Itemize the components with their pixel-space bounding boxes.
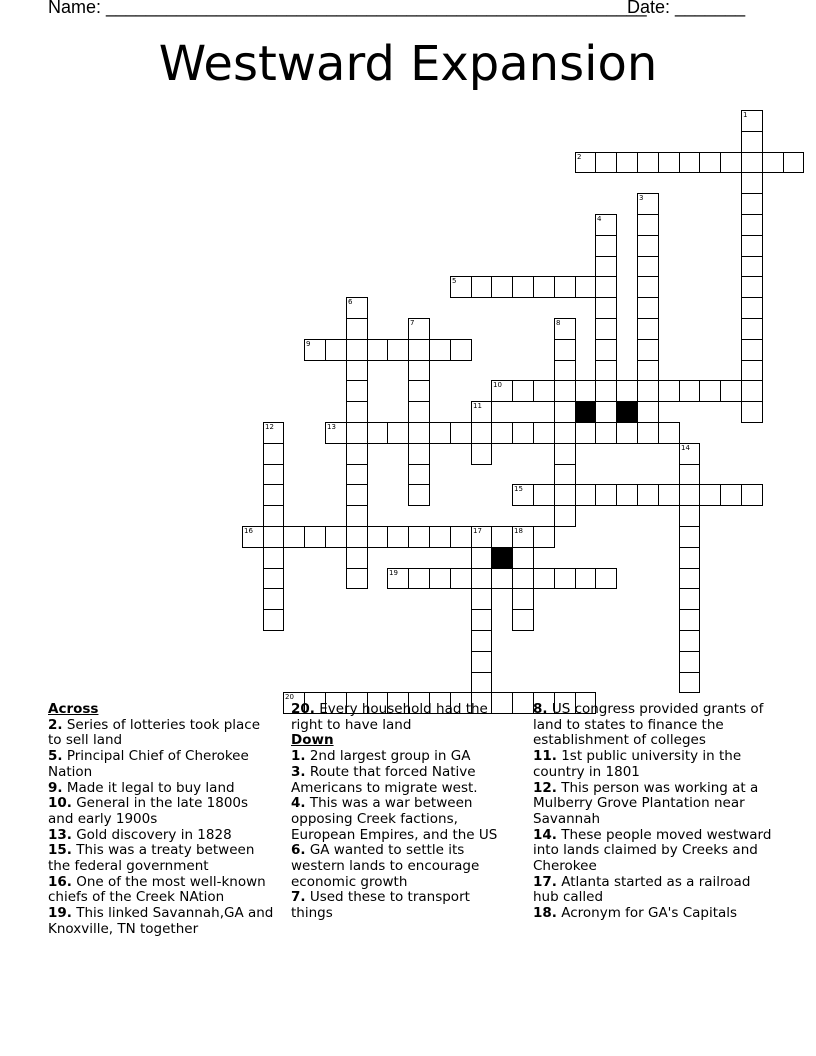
grid-cell[interactable] xyxy=(616,152,638,173)
grid-cell[interactable] xyxy=(595,152,617,173)
grid-cell[interactable] xyxy=(741,256,763,277)
grid-cell[interactable] xyxy=(429,422,451,444)
grid-cell[interactable] xyxy=(741,131,763,153)
grid-cell[interactable] xyxy=(408,339,430,361)
clue-text: Acronym for GA's Capitals xyxy=(556,905,738,922)
grid-cell[interactable] xyxy=(699,152,721,173)
grid-cell[interactable] xyxy=(679,443,700,465)
grid-cell[interactable] xyxy=(512,484,534,506)
cell-number: 14 xyxy=(681,444,690,452)
clue-number: 6. xyxy=(291,842,306,859)
across-clue xyxy=(48,843,276,874)
grid-cell[interactable] xyxy=(408,401,430,423)
grid-cell[interactable] xyxy=(491,568,513,589)
grid-cell[interactable] xyxy=(741,152,763,173)
clue-number: 15. xyxy=(48,842,72,859)
down-clue xyxy=(533,828,773,875)
clue-text: This was a war between opposing Creek factions, European Empires, and the US xyxy=(291,795,498,843)
grid-cell[interactable] xyxy=(408,526,430,548)
grid-cell[interactable] xyxy=(408,380,430,402)
grid-cell[interactable] xyxy=(533,380,555,402)
across-clue-list xyxy=(48,718,276,938)
clue-number: 5. xyxy=(48,748,63,765)
grid-cell[interactable] xyxy=(367,422,388,444)
grid-cell[interactable] xyxy=(471,630,492,652)
grid-cell[interactable] xyxy=(450,422,472,444)
grid-cell[interactable] xyxy=(554,422,576,444)
down-clue xyxy=(291,765,513,796)
clue-text: One of the most well-known chiefs of the Creek NAtion xyxy=(48,873,266,906)
grid-cell[interactable] xyxy=(741,214,763,236)
across-clue xyxy=(48,906,276,937)
grid-cell[interactable] xyxy=(658,380,680,402)
across-clue xyxy=(48,781,276,797)
clue-text: These people moved westward into lands claimed by Creeks and Cherokee xyxy=(533,826,772,875)
grid-cell[interactable] xyxy=(679,464,700,485)
grid-cell[interactable] xyxy=(471,568,492,589)
clue-number: 14. xyxy=(533,826,557,843)
grid-cell[interactable] xyxy=(325,422,347,444)
cell-number: 7 xyxy=(410,319,415,327)
grid-cell[interactable] xyxy=(741,172,763,194)
grid-cell[interactable] xyxy=(741,193,763,215)
grid-cell[interactable] xyxy=(450,526,472,548)
grid-cell[interactable] xyxy=(346,380,368,402)
clue-text: This was a treaty between the federal government xyxy=(48,842,255,875)
grid-cell[interactable] xyxy=(450,339,472,361)
grid-cell[interactable] xyxy=(616,422,638,444)
grid-cell[interactable] xyxy=(658,484,680,506)
clue-text: General in the late 1800s and early 1900s xyxy=(48,795,249,827)
grid-cell[interactable] xyxy=(595,318,617,340)
grid-cell[interactable] xyxy=(637,401,659,423)
grid-cell[interactable] xyxy=(429,339,451,361)
down-clue xyxy=(291,890,513,921)
grid-cell[interactable] xyxy=(554,464,576,485)
grid-cell[interactable] xyxy=(512,568,534,589)
grid-cell[interactable] xyxy=(263,443,284,465)
grid-cell[interactable] xyxy=(346,443,368,465)
grid-cell[interactable] xyxy=(741,235,763,257)
grid-cell[interactable] xyxy=(346,505,368,527)
grid-cell[interactable] xyxy=(575,568,596,589)
grid-cell[interactable] xyxy=(637,339,659,361)
grid-cell[interactable] xyxy=(575,380,596,402)
grid-cell[interactable] xyxy=(595,256,617,277)
grid-cell[interactable] xyxy=(741,360,763,381)
clue-number: 4. xyxy=(291,795,306,812)
grid-cell[interactable] xyxy=(679,380,700,402)
grid-cell[interactable] xyxy=(637,276,659,298)
grid-cell[interactable] xyxy=(595,380,617,402)
grid-cell[interactable] xyxy=(533,276,555,298)
clue-number: 3. xyxy=(291,763,306,780)
grid-cell[interactable] xyxy=(595,235,617,257)
grid-cell[interactable] xyxy=(595,360,617,381)
grid-cell[interactable] xyxy=(720,380,742,402)
clue-number: 9. xyxy=(48,779,63,796)
clue-text: 2nd largest group in GA xyxy=(305,748,471,765)
clue-text: Every household had the right to have land xyxy=(291,701,488,733)
down-clue xyxy=(291,749,513,765)
date-line[interactable]: Date: _______ xyxy=(627,0,746,17)
grid-cell[interactable] xyxy=(637,214,659,236)
cell-number: 2 xyxy=(577,153,582,161)
grid-cell[interactable] xyxy=(533,526,555,548)
cell-number: 6 xyxy=(348,298,353,306)
cell-number: 13 xyxy=(327,423,336,431)
grid-cell[interactable] xyxy=(471,588,492,610)
grid-cell[interactable] xyxy=(471,443,492,465)
grid-cell[interactable] xyxy=(679,152,700,173)
grid-cell[interactable] xyxy=(387,339,409,361)
grid-cell[interactable] xyxy=(637,152,659,173)
grid-cell[interactable] xyxy=(679,505,700,527)
grid-cell[interactable] xyxy=(575,422,596,444)
grid-cell[interactable] xyxy=(304,526,326,548)
grid-cell[interactable] xyxy=(325,526,347,548)
page-title: Westward Expansion xyxy=(158,36,658,92)
clue-number: 2. xyxy=(48,716,63,733)
cell-number: 15 xyxy=(514,485,523,493)
grid-cell[interactable] xyxy=(595,422,617,444)
down-clue-list xyxy=(291,749,513,922)
grid-cell[interactable] xyxy=(491,422,513,444)
cell-number: 18 xyxy=(514,527,523,535)
grid-cell[interactable] xyxy=(346,484,368,506)
clue-text: Used these to transport things xyxy=(291,889,470,922)
clue-number: 20. xyxy=(291,701,315,717)
clue-text: Principal Chief of Cherokee Nation xyxy=(48,748,249,780)
grid-cell[interactable] xyxy=(346,297,368,319)
grid-cell[interactable] xyxy=(595,297,617,319)
clue-text: Atlanta started as a railroad hub called xyxy=(533,873,751,906)
grid-cell[interactable] xyxy=(429,526,451,548)
grid-cell[interactable] xyxy=(471,651,492,673)
grid-cell[interactable] xyxy=(595,568,617,589)
clues-column-1 xyxy=(48,702,276,938)
grid-cell[interactable] xyxy=(346,401,368,423)
black-cell xyxy=(616,401,638,423)
grid-cell[interactable] xyxy=(637,318,659,340)
grid-cell[interactable] xyxy=(575,276,596,298)
cell-number: 17 xyxy=(473,527,482,535)
grid-cell[interactable] xyxy=(554,443,576,465)
cell-number: 19 xyxy=(389,569,398,577)
down-clue xyxy=(533,749,773,780)
grid-cell[interactable] xyxy=(283,526,305,548)
grid-cell[interactable] xyxy=(637,235,659,257)
clue-number: 19. xyxy=(48,905,72,922)
grid-cell[interactable] xyxy=(387,568,409,589)
clue-text: This linked Savannah,GA and Knoxville, TN together xyxy=(48,905,274,937)
grid-cell[interactable] xyxy=(408,422,430,444)
grid-cell[interactable] xyxy=(533,484,555,506)
grid-cell[interactable] xyxy=(533,422,555,444)
grid-cell[interactable] xyxy=(367,339,388,361)
grid-cell[interactable] xyxy=(741,339,763,361)
grid-cell[interactable] xyxy=(554,276,576,298)
cell-number: 10 xyxy=(493,381,502,389)
grid-cell[interactable] xyxy=(512,588,534,610)
clue-text: Route that forced Native Americans to migrate west. xyxy=(291,763,478,796)
grid-cell[interactable] xyxy=(679,484,700,506)
cell-number: 5 xyxy=(452,277,457,285)
grid-cell[interactable] xyxy=(304,339,326,361)
grid-cell[interactable] xyxy=(679,609,700,631)
grid-cell[interactable] xyxy=(512,609,534,631)
cell-number: 8 xyxy=(556,319,561,327)
grid-cell[interactable] xyxy=(263,609,284,631)
grid-cell[interactable] xyxy=(408,464,430,485)
grid-cell[interactable] xyxy=(471,276,492,298)
clue-number: 16. xyxy=(48,873,72,890)
down-clue xyxy=(291,796,513,843)
down-clue xyxy=(533,702,773,749)
cell-number: 4 xyxy=(597,215,602,223)
down-clue xyxy=(533,906,773,922)
clue-number: 13. xyxy=(48,826,72,843)
grid-cell[interactable] xyxy=(554,484,576,506)
clue-number: 17. xyxy=(533,873,557,890)
grid-cell[interactable] xyxy=(263,588,284,610)
grid-cell[interactable] xyxy=(512,692,534,714)
cell-number: 9 xyxy=(306,340,311,348)
grid-cell[interactable] xyxy=(263,547,284,569)
grid-cell[interactable] xyxy=(595,214,617,236)
grid-cell[interactable] xyxy=(554,505,576,527)
grid-cell[interactable] xyxy=(346,464,368,485)
grid-cell[interactable] xyxy=(242,526,264,548)
grid-cell[interactable] xyxy=(512,526,534,548)
grid-cell[interactable] xyxy=(575,152,596,173)
grid-cell[interactable] xyxy=(762,152,784,173)
clues-column-2 xyxy=(291,702,513,922)
grid-cell[interactable] xyxy=(512,380,534,402)
grid-cell[interactable] xyxy=(263,568,284,589)
cell-number: 1 xyxy=(743,111,748,119)
across-clue xyxy=(48,749,276,780)
grid-cell[interactable] xyxy=(679,630,700,652)
grid-cell[interactable] xyxy=(637,193,659,215)
grid-cell[interactable] xyxy=(554,360,576,381)
across-clue xyxy=(291,702,513,733)
grid-cell[interactable] xyxy=(679,588,700,610)
grid-cell[interactable] xyxy=(471,422,492,444)
grid-cell[interactable] xyxy=(720,484,742,506)
grid-cell[interactable] xyxy=(595,276,617,298)
grid-cell[interactable] xyxy=(658,152,680,173)
grid-cell[interactable] xyxy=(491,526,513,548)
grid-cell[interactable] xyxy=(346,339,368,361)
clue-text: Made it legal to buy land xyxy=(62,779,235,796)
cell-number: 11 xyxy=(473,402,482,410)
grid-cell[interactable] xyxy=(346,360,368,381)
grid-cell[interactable] xyxy=(637,360,659,381)
grid-cell[interactable] xyxy=(679,547,700,569)
grid-cell[interactable] xyxy=(575,484,596,506)
grid-cell[interactable] xyxy=(325,339,347,361)
cell-number: 12 xyxy=(265,423,274,431)
grid-cell[interactable] xyxy=(699,380,721,402)
across-clue xyxy=(48,875,276,906)
grid-cell[interactable] xyxy=(491,276,513,298)
grid-cell[interactable] xyxy=(637,256,659,277)
grid-cell[interactable] xyxy=(512,547,534,569)
clue-text: Gold discovery in 1828 xyxy=(71,826,232,843)
clue-text: Series of lotteries took place to sell land xyxy=(48,716,261,749)
black-cell xyxy=(575,401,596,423)
down-clue-list-continued xyxy=(533,702,773,922)
grid-cell[interactable] xyxy=(679,672,700,693)
grid-cell[interactable] xyxy=(533,568,555,589)
grid-cell[interactable] xyxy=(554,339,576,361)
grid-cell[interactable] xyxy=(263,526,284,548)
grid-cell[interactable] xyxy=(471,672,492,693)
grid-cell[interactable] xyxy=(679,526,700,548)
grid-cell[interactable] xyxy=(512,276,534,298)
grid-cell[interactable] xyxy=(408,443,430,465)
grid-cell[interactable] xyxy=(367,526,388,548)
clue-text: US congress provided grants of land to states to finance the establishment of colleges xyxy=(533,701,764,749)
grid-cell[interactable] xyxy=(679,651,700,673)
grid-cell[interactable] xyxy=(450,276,472,298)
clue-number: 18. xyxy=(533,905,557,922)
down-clue xyxy=(291,843,513,890)
grid-cell[interactable] xyxy=(387,526,409,548)
grid-cell[interactable] xyxy=(387,422,409,444)
grid-cell[interactable] xyxy=(741,276,763,298)
clue-text: GA wanted to settle its western lands to encourage economic growth xyxy=(291,842,480,890)
grid-cell[interactable] xyxy=(699,484,721,506)
black-cell xyxy=(491,547,513,569)
clue-number: 12. xyxy=(533,779,557,796)
grid-cell[interactable] xyxy=(741,401,763,423)
across-clue-list-continued xyxy=(291,702,513,733)
grid-cell[interactable] xyxy=(346,422,368,444)
grid-cell[interactable] xyxy=(471,609,492,631)
clues-column-3 xyxy=(533,702,773,922)
grid-cell[interactable] xyxy=(554,568,576,589)
grid-cell[interactable] xyxy=(346,318,368,340)
cell-number: 3 xyxy=(639,194,644,202)
grid-cell[interactable] xyxy=(637,380,659,402)
grid-cell[interactable] xyxy=(408,318,430,340)
grid-cell[interactable] xyxy=(658,422,680,444)
down-heading: Down xyxy=(291,732,334,749)
clue-number: 8. xyxy=(533,701,548,717)
grid-cell[interactable] xyxy=(720,152,742,173)
grid-cell[interactable] xyxy=(637,297,659,319)
grid-cell[interactable] xyxy=(741,380,763,402)
grid-cell[interactable] xyxy=(783,152,804,173)
grid-cell[interactable] xyxy=(595,339,617,361)
clue-text: 1st public university in the country in 1801 xyxy=(533,748,742,780)
grid-cell[interactable] xyxy=(741,318,763,340)
across-heading: Across xyxy=(48,701,99,717)
grid-cell[interactable] xyxy=(679,568,700,589)
cell-number: 16 xyxy=(244,527,253,535)
grid-cell[interactable] xyxy=(741,484,763,506)
grid-cell[interactable] xyxy=(637,422,659,444)
cell-number: 20 xyxy=(285,693,294,701)
grid-cell[interactable] xyxy=(450,568,472,589)
clue-number: 10. xyxy=(48,795,72,812)
clue-number: 7. xyxy=(291,889,306,906)
grid-cell[interactable] xyxy=(346,547,368,569)
grid-cell[interactable] xyxy=(471,401,492,423)
grid-cell[interactable] xyxy=(429,568,451,589)
grid-cell[interactable] xyxy=(741,110,763,132)
clue-number: 1. xyxy=(291,748,306,765)
grid-cell[interactable] xyxy=(408,568,430,589)
grid-cell[interactable] xyxy=(637,484,659,506)
grid-cell[interactable] xyxy=(263,505,284,527)
across-clue xyxy=(48,828,276,844)
grid-cell[interactable] xyxy=(263,422,284,444)
grid-cell[interactable] xyxy=(616,380,638,402)
down-clue xyxy=(533,781,773,828)
grid-cell[interactable] xyxy=(263,484,284,506)
across-clue xyxy=(48,796,276,827)
down-clue xyxy=(533,875,773,906)
grid-cell[interactable] xyxy=(491,380,513,402)
grid-cell[interactable] xyxy=(471,526,492,548)
grid-cell[interactable] xyxy=(408,484,430,506)
grid-cell[interactable] xyxy=(741,297,763,319)
grid-cell[interactable] xyxy=(616,484,638,506)
grid-cell[interactable] xyxy=(346,526,368,548)
grid-cell[interactable] xyxy=(554,380,576,402)
across-clue xyxy=(48,718,276,749)
clue-number: 11. xyxy=(533,748,557,765)
grid-cell[interactable] xyxy=(346,568,368,589)
grid-cell[interactable] xyxy=(595,484,617,506)
grid-cell[interactable] xyxy=(554,318,576,340)
clue-text: This person was working at a Mulberry Grove Plantation near Savannah xyxy=(533,779,759,827)
grid-cell[interactable] xyxy=(512,422,534,444)
grid-cell[interactable] xyxy=(554,401,576,423)
grid-cell[interactable] xyxy=(263,464,284,485)
grid-cell[interactable] xyxy=(471,547,492,569)
grid-cell[interactable] xyxy=(408,360,430,381)
name-line[interactable]: Name: ______________________________________________________ xyxy=(48,0,647,17)
